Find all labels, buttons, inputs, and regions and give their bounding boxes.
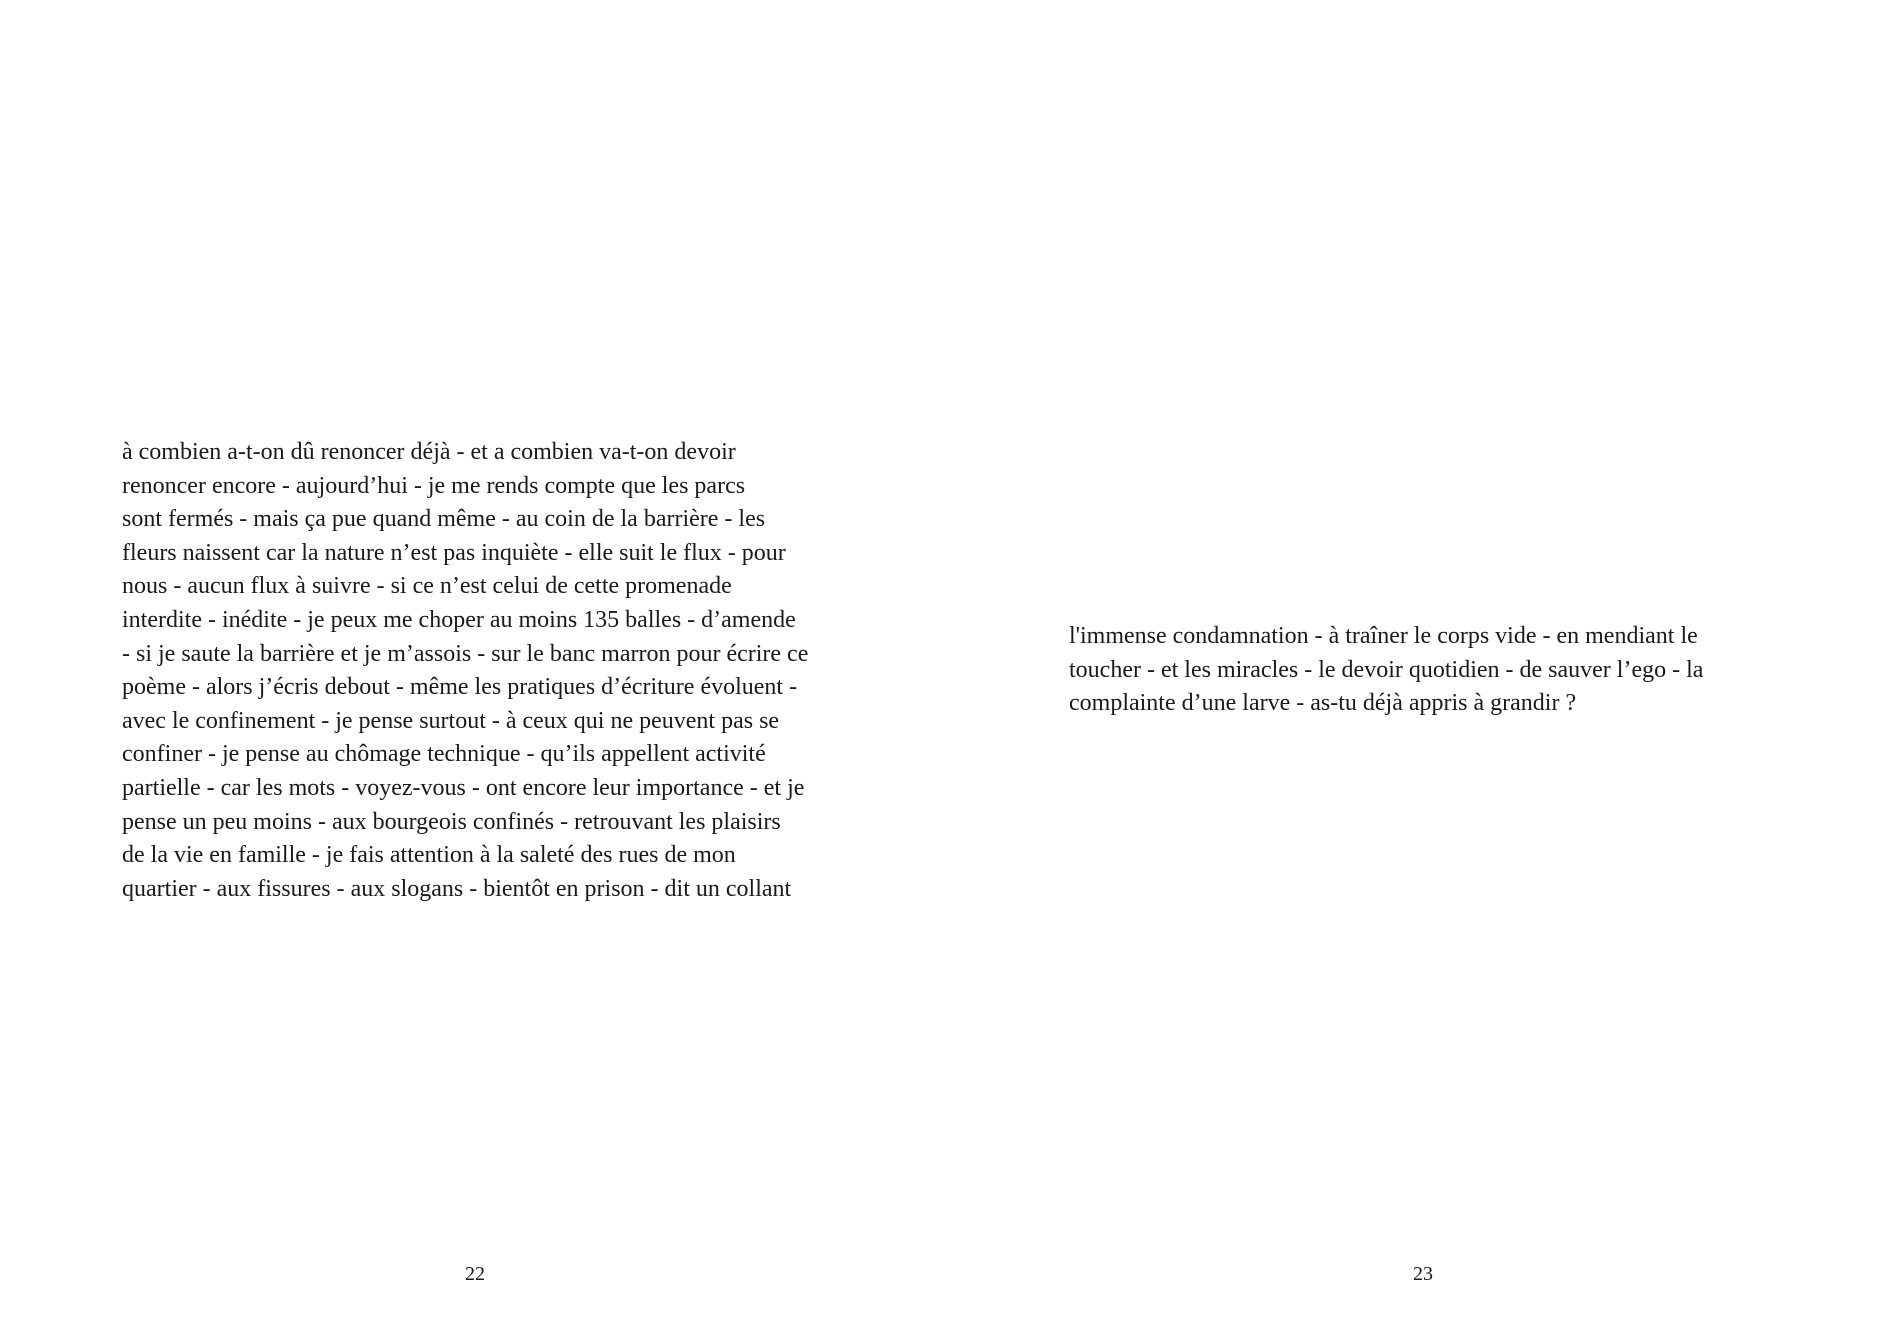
- poem-line: nous - aucun flux à suivre - si ce n’est celui de cette promenade: [122, 573, 732, 600]
- right-poem-text: [1069, 620, 1789, 721]
- right-page: [945, 0, 1890, 1339]
- poem-line: confiner - je pense au chômage technique - qu’ils appellent activité: [122, 741, 766, 768]
- poem-line: sont fermés - mais ça pue quand même - au coin de la barrière - les: [122, 506, 766, 533]
- poem-line: interdite - inédite - je peux me choper au moins 135 balles - d’amende: [122, 606, 796, 633]
- poem-line: complainte d’une larve - as-tu déjà appris à grandir ?: [1069, 690, 1577, 717]
- poem-line: avec le confinement - je pense surtout - à ceux qui ne peuvent pas se: [122, 707, 780, 734]
- page-number-left: 22: [465, 1263, 485, 1285]
- poem-line: fleurs naissent car la nature n’est pas inquiète - elle suit le flux - pour: [122, 539, 786, 566]
- poem-line: renoncer encore - aujourd’hui - je me rends compte que les parcs: [122, 472, 746, 499]
- poem-line: de la vie en famille - je fais attention à la saleté des rues de mon: [122, 842, 736, 869]
- poem-line: - si je saute la barrière et je m’assois - sur le banc marron pour écrire ce: [122, 640, 809, 667]
- poem-line: toucher - et les miracles - le devoir quotidien - de sauver l’ego - la: [1069, 656, 1704, 683]
- poem-line: pense un peu moins - aux bourgeois confinés - retrouvant les plaisirs: [122, 808, 781, 835]
- poem-line: l'immense condamnation - à traîner le corps vide - en mendiant le: [1069, 623, 1698, 649]
- page-number-right: 23: [1413, 1263, 1433, 1285]
- poem-line: poème - alors j’écris debout - même les pratiques d’écriture évoluent -: [122, 674, 798, 701]
- left-poem-text: [122, 436, 842, 906]
- poem-line: à combien a-t-on dû renoncer déjà - et a combien va-t-on devoir: [122, 439, 736, 465]
- poem-line: partielle - car les mots - voyez-vous - ont encore leur importance - et je: [122, 774, 805, 801]
- poem-line: quartier - aux fissures - aux slogans - bientôt en prison - dit un collant: [122, 875, 792, 902]
